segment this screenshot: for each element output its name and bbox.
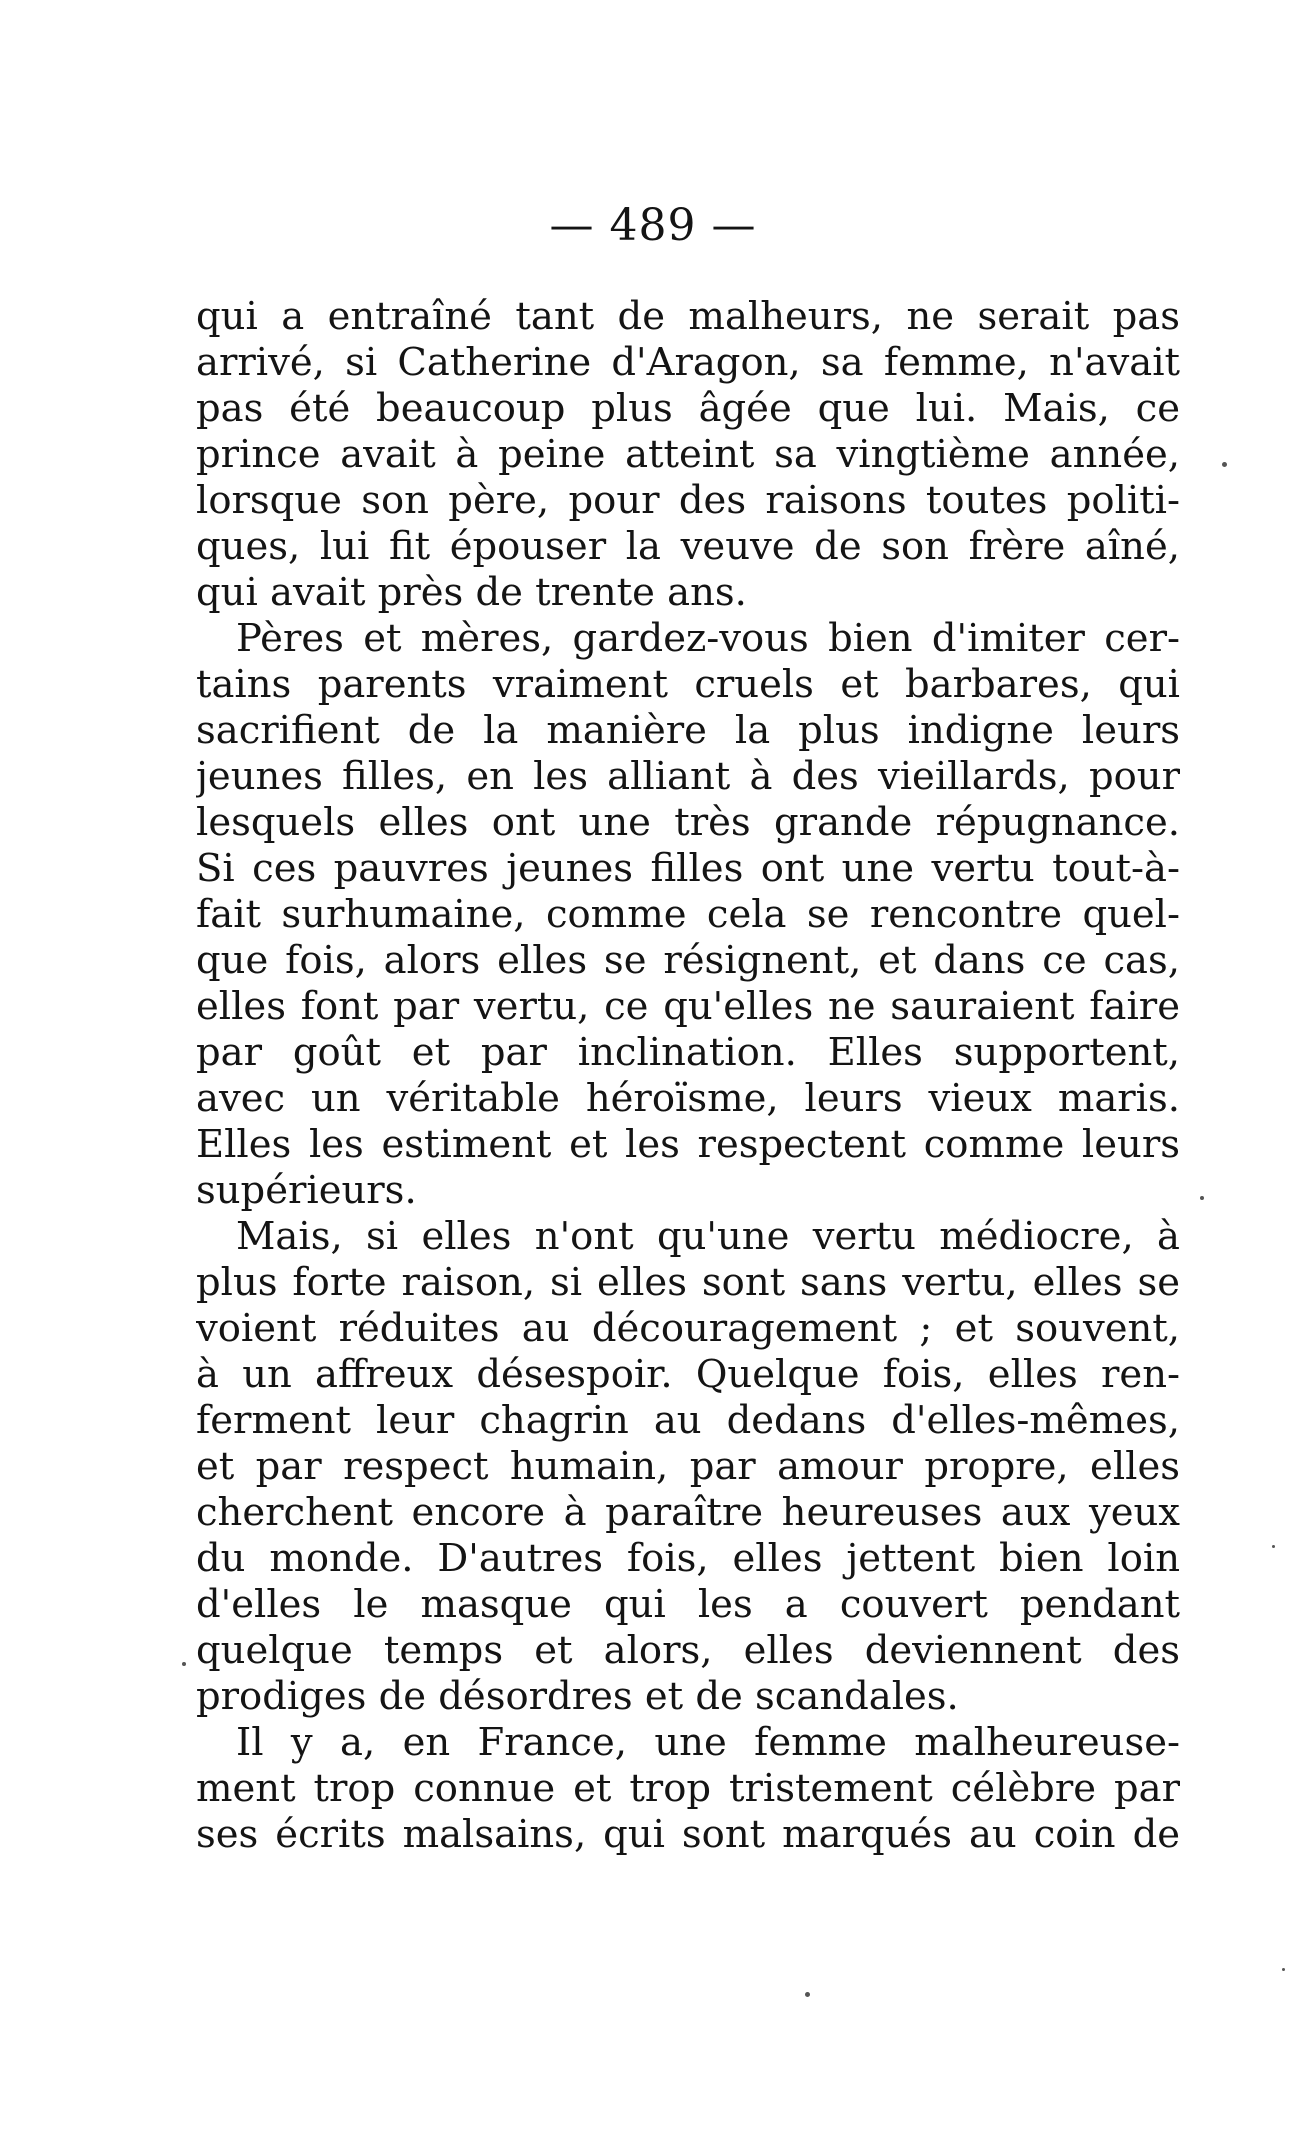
text-line: voient réduites au découragement ; et souvent, [196, 1306, 1180, 1351]
text-line: que fois, alors elles se résignent, et dans ce cas, [196, 938, 1180, 983]
text-line: cherchent encore à paraître heureuses aux yeux [196, 1490, 1180, 1535]
text-line: fait surhumaine, comme cela se rencontre quel- [196, 892, 1180, 937]
text-line: supérieurs. [196, 1168, 417, 1213]
text-line: lesquels elles ont une très grande répugnance. [196, 800, 1180, 845]
text-line: elles font par vertu, ce qu'elles ne sauraient faire [196, 984, 1180, 1029]
text-line: arrivé, si Catherine d'Aragon, sa femme, n'avait [196, 340, 1180, 385]
scan-speck [1282, 1968, 1285, 1971]
page-number: — 489 — [549, 200, 757, 251]
text-line: ques, lui fit épouser la veuve de son frère aîné, [196, 524, 1180, 569]
scan-speck [1200, 1196, 1204, 1200]
scan-speck [805, 1992, 810, 1997]
text-line: Elles les estiment et les respectent comme leurs [196, 1122, 1180, 1167]
text-line: qui avait près de trente ans. [196, 570, 747, 615]
text-line: quelque temps et alors, elles deviennent des [196, 1628, 1180, 1673]
text-line: jeunes filles, en les alliant à des vieillards, pour [196, 754, 1180, 799]
text-line: Mais, si elles n'ont qu'une vertu médiocre, à [236, 1214, 1180, 1259]
text-line: avec un véritable héroïsme, leurs vieux maris. [196, 1076, 1180, 1121]
text-line: prodiges de désordres et de scandales. [196, 1674, 959, 1719]
text-line: plus forte raison, si elles sont sans vertu, elles se [196, 1260, 1180, 1305]
text-line: lorsque son père, pour des raisons toutes politi- [196, 478, 1180, 523]
text-line: et par respect humain, par amour propre, elles [196, 1444, 1180, 1489]
text-line: ferment leur chagrin au dedans d'elles-mêmes, [196, 1398, 1180, 1443]
text-line: qui a entraîné tant de malheurs, ne serait pas [196, 294, 1180, 339]
text-line: Si ces pauvres jeunes filles ont une vertu tout-à- [196, 846, 1180, 891]
text-line: pas été beaucoup plus âgée que lui. Mais, ce [196, 386, 1180, 431]
scan-speck [1222, 462, 1227, 467]
body-text [196, 294, 1180, 1858]
text-line: tains parents vraiment cruels et barbares, qui [196, 662, 1180, 707]
text-line: à un affreux désespoir. Quelque fois, elles ren- [196, 1352, 1180, 1397]
text-line: du monde. D'autres fois, elles jettent bien loin [196, 1536, 1180, 1581]
scan-speck [182, 1662, 186, 1666]
scan-speck [1272, 1545, 1275, 1548]
text-line: ment trop connue et trop tristement célèbre par [196, 1766, 1180, 1811]
text-line: prince avait à peine atteint sa vingtième année, [196, 432, 1180, 477]
text-line: Pères et mères, gardez-vous bien d'imiter cer- [236, 616, 1180, 661]
text-line: ses écrits malsains, qui sont marqués au coin de [196, 1812, 1180, 1857]
text-line: sacrifient de la manière la plus indigne leurs [196, 708, 1180, 753]
text-line: Il y a, en France, une femme malheureuse- [236, 1720, 1180, 1765]
text-line: d'elles le masque qui les a couvert pendant [196, 1582, 1180, 1627]
text-line: par goût et par inclination. Elles supportent, [196, 1030, 1180, 1075]
